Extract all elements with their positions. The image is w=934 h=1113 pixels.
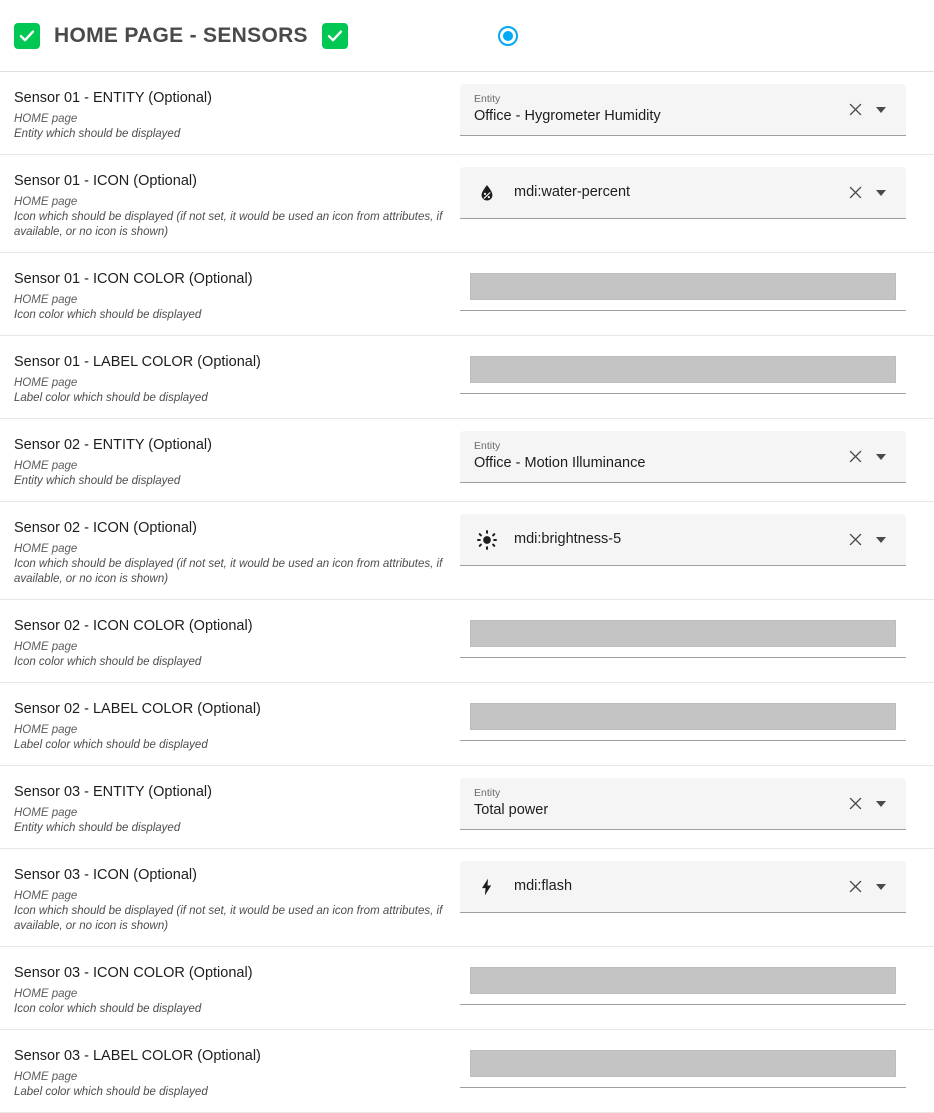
setting-label-group — [0, 265, 460, 323]
field-content — [514, 877, 842, 896]
setting-description: Icon which should be displayed (if not set, it would be used an icon from attributes, if available, or no icon is shown) — [14, 558, 443, 585]
setting-label: Sensor 01 - ICON (Optional) — [14, 173, 197, 189]
color-picker-field[interactable] — [460, 348, 906, 394]
setting-page-scope: HOME page — [14, 294, 78, 306]
settings-row — [0, 766, 934, 849]
field-content — [474, 440, 842, 473]
setting-page-scope: HOME page — [14, 724, 78, 736]
setting-label: Sensor 03 - ICON (Optional) — [14, 867, 197, 883]
chevron-down-icon[interactable] — [868, 791, 894, 817]
setting-label-group — [0, 1042, 460, 1100]
flash-icon — [474, 877, 500, 897]
setting-label-group — [0, 695, 460, 753]
entity-picker-field[interactable] — [460, 778, 906, 830]
setting-label: Sensor 01 - ICON COLOR (Optional) — [14, 271, 253, 287]
setting-label: Sensor 02 - ICON COLOR (Optional) — [14, 618, 253, 634]
setting-label-group — [0, 612, 460, 670]
settings-row — [0, 849, 934, 947]
page-header — [0, 0, 934, 72]
settings-row — [0, 1030, 934, 1113]
setting-control-group — [460, 265, 934, 311]
entity-picker-field[interactable] — [460, 431, 906, 483]
setting-control-group — [460, 167, 934, 219]
setting-label: Sensor 01 - ENTITY (Optional) — [14, 90, 212, 106]
setting-label-group — [0, 514, 460, 587]
page-title: HOME PAGE - SENSORS — [54, 23, 308, 47]
setting-label-group — [0, 84, 460, 142]
field-content — [514, 183, 842, 202]
field-floating-label: Entity — [474, 93, 501, 105]
setting-control-group — [460, 1042, 934, 1088]
field-actions — [842, 180, 902, 206]
setting-label-group — [0, 348, 460, 406]
icon-picker-field[interactable] — [460, 514, 906, 566]
setting-page-scope: HOME page — [14, 807, 78, 819]
setting-label-group — [0, 431, 460, 489]
brightness-5-icon — [474, 529, 500, 551]
setting-label: Sensor 01 - LABEL COLOR (Optional) — [14, 354, 261, 370]
setting-description: Icon color which should be displayed — [14, 656, 202, 668]
settings-row — [0, 683, 934, 766]
setting-label: Sensor 02 - ENTITY (Optional) — [14, 437, 212, 453]
color-swatch[interactable] — [470, 356, 896, 383]
setting-page-scope: HOME page — [14, 113, 78, 125]
radio-selected-icon[interactable] — [498, 26, 518, 46]
setting-control-group — [460, 348, 934, 394]
settings-row — [0, 502, 934, 600]
color-swatch[interactable] — [470, 620, 896, 647]
color-picker-field[interactable] — [460, 695, 906, 741]
setting-label: Sensor 03 - ENTITY (Optional) — [14, 784, 212, 800]
setting-description: Entity which should be displayed — [14, 475, 181, 487]
field-actions — [842, 444, 902, 470]
icon-picker-field[interactable] — [460, 167, 906, 219]
setting-control-group — [460, 861, 934, 913]
setting-control-group — [460, 778, 934, 830]
setting-control-group — [460, 514, 934, 566]
icon-input[interactable]: mdi:flash — [514, 878, 573, 894]
setting-page-scope: HOME page — [14, 196, 78, 208]
setting-description: Icon color which should be displayed — [14, 1003, 202, 1015]
clear-x-icon[interactable] — [842, 97, 868, 123]
field-content — [514, 530, 842, 549]
clear-x-icon[interactable] — [842, 180, 868, 206]
setting-control-group — [460, 695, 934, 741]
setting-label: Sensor 02 - LABEL COLOR (Optional) — [14, 701, 261, 717]
setting-label-group — [0, 959, 460, 1017]
setting-description: Icon which should be displayed (if not set, it would be used an icon from attributes, if available, or no icon is shown) — [14, 905, 443, 932]
icon-picker-field[interactable] — [460, 861, 906, 913]
setting-label-group — [0, 861, 460, 934]
setting-control-group — [460, 84, 934, 136]
setting-control-group — [460, 959, 934, 1005]
color-swatch[interactable] — [470, 703, 896, 730]
setting-label: Sensor 03 - ICON COLOR (Optional) — [14, 965, 253, 981]
color-picker-field[interactable] — [460, 612, 906, 658]
setting-description: Entity which should be displayed — [14, 822, 181, 834]
chevron-down-icon[interactable] — [868, 180, 894, 206]
setting-page-scope: HOME page — [14, 890, 78, 902]
setting-page-scope: HOME page — [14, 641, 78, 653]
entity-input[interactable]: Office - Motion Illuminance — [474, 455, 646, 471]
setting-page-scope: HOME page — [14, 460, 78, 472]
settings-row — [0, 419, 934, 502]
setting-description: Label color which should be displayed — [14, 739, 208, 751]
entity-input[interactable]: Office - Hygrometer Humidity — [474, 108, 661, 124]
setting-page-scope: HOME page — [14, 377, 78, 389]
settings-row — [0, 155, 934, 253]
field-content — [474, 93, 842, 126]
setting-control-group — [460, 431, 934, 483]
setting-label: Sensor 03 - LABEL COLOR (Optional) — [14, 1048, 261, 1064]
field-floating-label: Entity — [474, 787, 501, 799]
setting-label: Sensor 02 - ICON (Optional) — [14, 520, 197, 536]
clear-x-icon[interactable] — [842, 791, 868, 817]
icon-input[interactable]: mdi:brightness-5 — [514, 531, 622, 547]
color-swatch[interactable] — [470, 273, 896, 300]
settings-row — [0, 72, 934, 155]
entity-input[interactable]: Total power — [474, 802, 549, 818]
entity-picker-field[interactable] — [460, 84, 906, 136]
radio-inner-dot — [503, 31, 513, 41]
color-picker-field[interactable] — [460, 1042, 906, 1088]
field-content — [474, 787, 842, 820]
settings-row — [0, 600, 934, 683]
setting-label-group — [0, 167, 460, 240]
setting-description: Icon which should be displayed (if not set, it would be used an icon from attributes, if available, or no icon is shown) — [14, 211, 443, 238]
setting-control-group — [460, 612, 934, 658]
checkbox-checked-icon-left[interactable] — [14, 23, 40, 49]
setting-description: Label color which should be displayed — [14, 1086, 208, 1098]
settings-rows — [0, 72, 934, 1113]
field-actions — [842, 527, 902, 553]
clear-x-icon[interactable] — [842, 527, 868, 553]
clear-x-icon[interactable] — [842, 874, 868, 900]
setting-description: Label color which should be displayed — [14, 392, 208, 404]
setting-page-scope: HOME page — [14, 1071, 78, 1083]
color-picker-field[interactable] — [460, 265, 906, 311]
clear-x-icon[interactable] — [842, 444, 868, 470]
color-picker-field[interactable] — [460, 959, 906, 1005]
color-swatch[interactable] — [470, 1050, 896, 1077]
setting-description: Icon color which should be displayed — [14, 309, 202, 321]
chevron-down-icon[interactable] — [868, 527, 894, 553]
settings-row — [0, 947, 934, 1030]
setting-label-group — [0, 778, 460, 836]
field-actions — [842, 97, 902, 123]
color-swatch[interactable] — [470, 967, 896, 994]
chevron-down-icon[interactable] — [868, 444, 894, 470]
field-floating-label: Entity — [474, 440, 501, 452]
field-actions — [842, 874, 902, 900]
settings-row — [0, 253, 934, 336]
chevron-down-icon[interactable] — [868, 874, 894, 900]
settings-row — [0, 336, 934, 419]
field-actions — [842, 791, 902, 817]
water-percent-icon — [474, 183, 500, 203]
setting-page-scope: HOME page — [14, 988, 78, 1000]
checkbox-checked-icon-right[interactable] — [322, 23, 348, 49]
setting-page-scope: HOME page — [14, 543, 78, 555]
chevron-down-icon[interactable] — [868, 97, 894, 123]
icon-input[interactable]: mdi:water-percent — [514, 184, 631, 200]
setting-description: Entity which should be displayed — [14, 128, 181, 140]
